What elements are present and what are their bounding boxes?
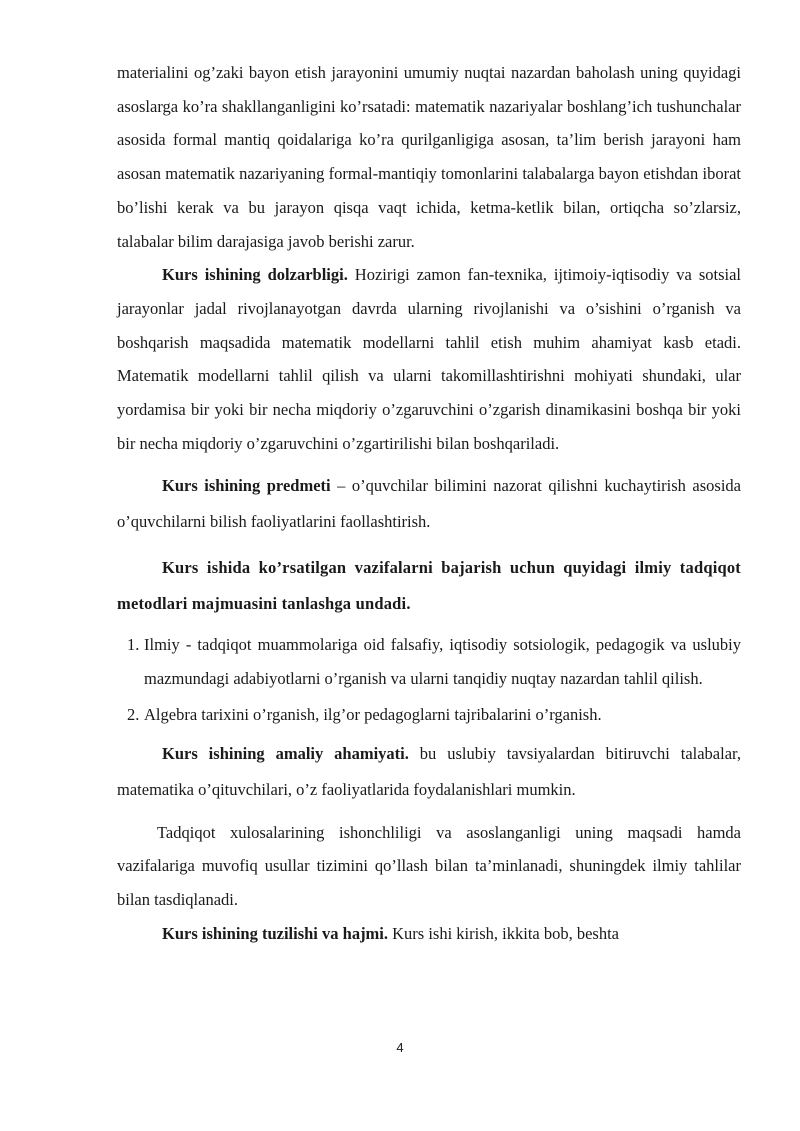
paragraph-reliability: Tadqiqot xulosalarining ishonchliligi va asoslanganligi uning maqsadi hamda vazifalariga muvofiq usullar tizimini qo’llash bilan ta’minlanadi, shuningdek ilmiy tahlilar bilan tasdiqlanadi. [117, 822, 741, 909]
structure-text: Kurs ishi kirish, ikkita bob, beshta [388, 923, 619, 943]
methods-list [117, 628, 741, 731]
paragraph-subject [117, 468, 741, 540]
paragraph-practical [117, 736, 741, 808]
subject-text: – o’quvchilar bilimini nazorat qilishni kuchaytirish asosida o’quvchilarni bilish faoliyatlarini faollashtirish. [117, 476, 741, 532]
paragraph-structure [117, 917, 741, 951]
list-item-number: 1. [127, 635, 140, 655]
structure-heading: Kurs ishining tuzilishi va hajmi. [162, 923, 389, 943]
paragraph-intro: materialini og’zaki bayon etish jarayonini umumiy nuqtai nazardan baholash uning quyidagi asoslarga ko’ra shakllanganligini ko’rsatadi: matematik nazariyalar boshlang’ich tushunchalar asosida formal mantiq qoidalariga ko’ra qurilganligiga asosan, ta’lim berish jarayoni ham asosan matematik nazariyaning formal-mantiqiy tomonlarini talabalarga bayon etishdan iborat bo’lishi kerak va bu jarayon qisqa vaqt ichida, ketma-ketlik bilan, ortiqcha so’zlarsiz, talabalar bilim darajasiga javob berishi zarur. [117, 63, 741, 251]
paragraph-relevance [117, 258, 741, 460]
relevance-heading: Kurs ishining dolzarbligi. [162, 265, 348, 285]
list-item-text: Algebra tarixini o’rganish, ilg’or pedagoglarni tajribalarini o’rganish. [144, 704, 602, 724]
relevance-text: Hozirigi zamon fan-texnika, ijtimoiy-iqtisodiy va sotsial jarayonlar jadal rivojlanayotgan davrda ularning rivojlanishi va o’sishini o’rganish va boshqarish maqsadida matematik modellarni tahlil etish muhim ahamiyat kasb etadi. Matematik modellarni tahlil qilish va ularni takomillashtirishni mohiyati shundaki, ular yordamisa bir yoki bir necha miqdoriy o’zgaruvchini o’zgarish dinamikasini boshqa bir yoki bir necha miqdoriy o’zgaruvchini o’zgartirilishi bilan boshqariladi. [117, 265, 741, 453]
list-item [117, 698, 741, 732]
list-item [117, 628, 741, 695]
practical-heading: Kurs ishining amaliy ahamiyati. [162, 743, 409, 763]
subject-heading: Kurs ishining predmeti [162, 476, 331, 496]
page-number: 4 [396, 1040, 404, 1055]
document-page [117, 56, 741, 950]
list-item-number: 2. [127, 704, 140, 724]
paragraph-methods: Kurs ishida ko’rsatilgan vazifalarni bajarish uchun quyidagi ilmiy tadqiqot metodlari majmuasini tanlashga undadi. [117, 558, 741, 614]
list-item-text: Ilmiy - tadqiqot muammolariga oid falsafiy, iqtisodiy sotsiologik, pedagogik va uslubiy mazmundagi adabiyotlarni o’rganish va ularni tanqidiy nuqtay nazardan tahlil qilish. [144, 635, 741, 689]
practical-text: bu uslubiy tavsiyalardan bitiruvchi talabalar, matematika o’qituvchilari, o’z faoliyatlarida foydalanishlari mumkin. [117, 743, 741, 799]
